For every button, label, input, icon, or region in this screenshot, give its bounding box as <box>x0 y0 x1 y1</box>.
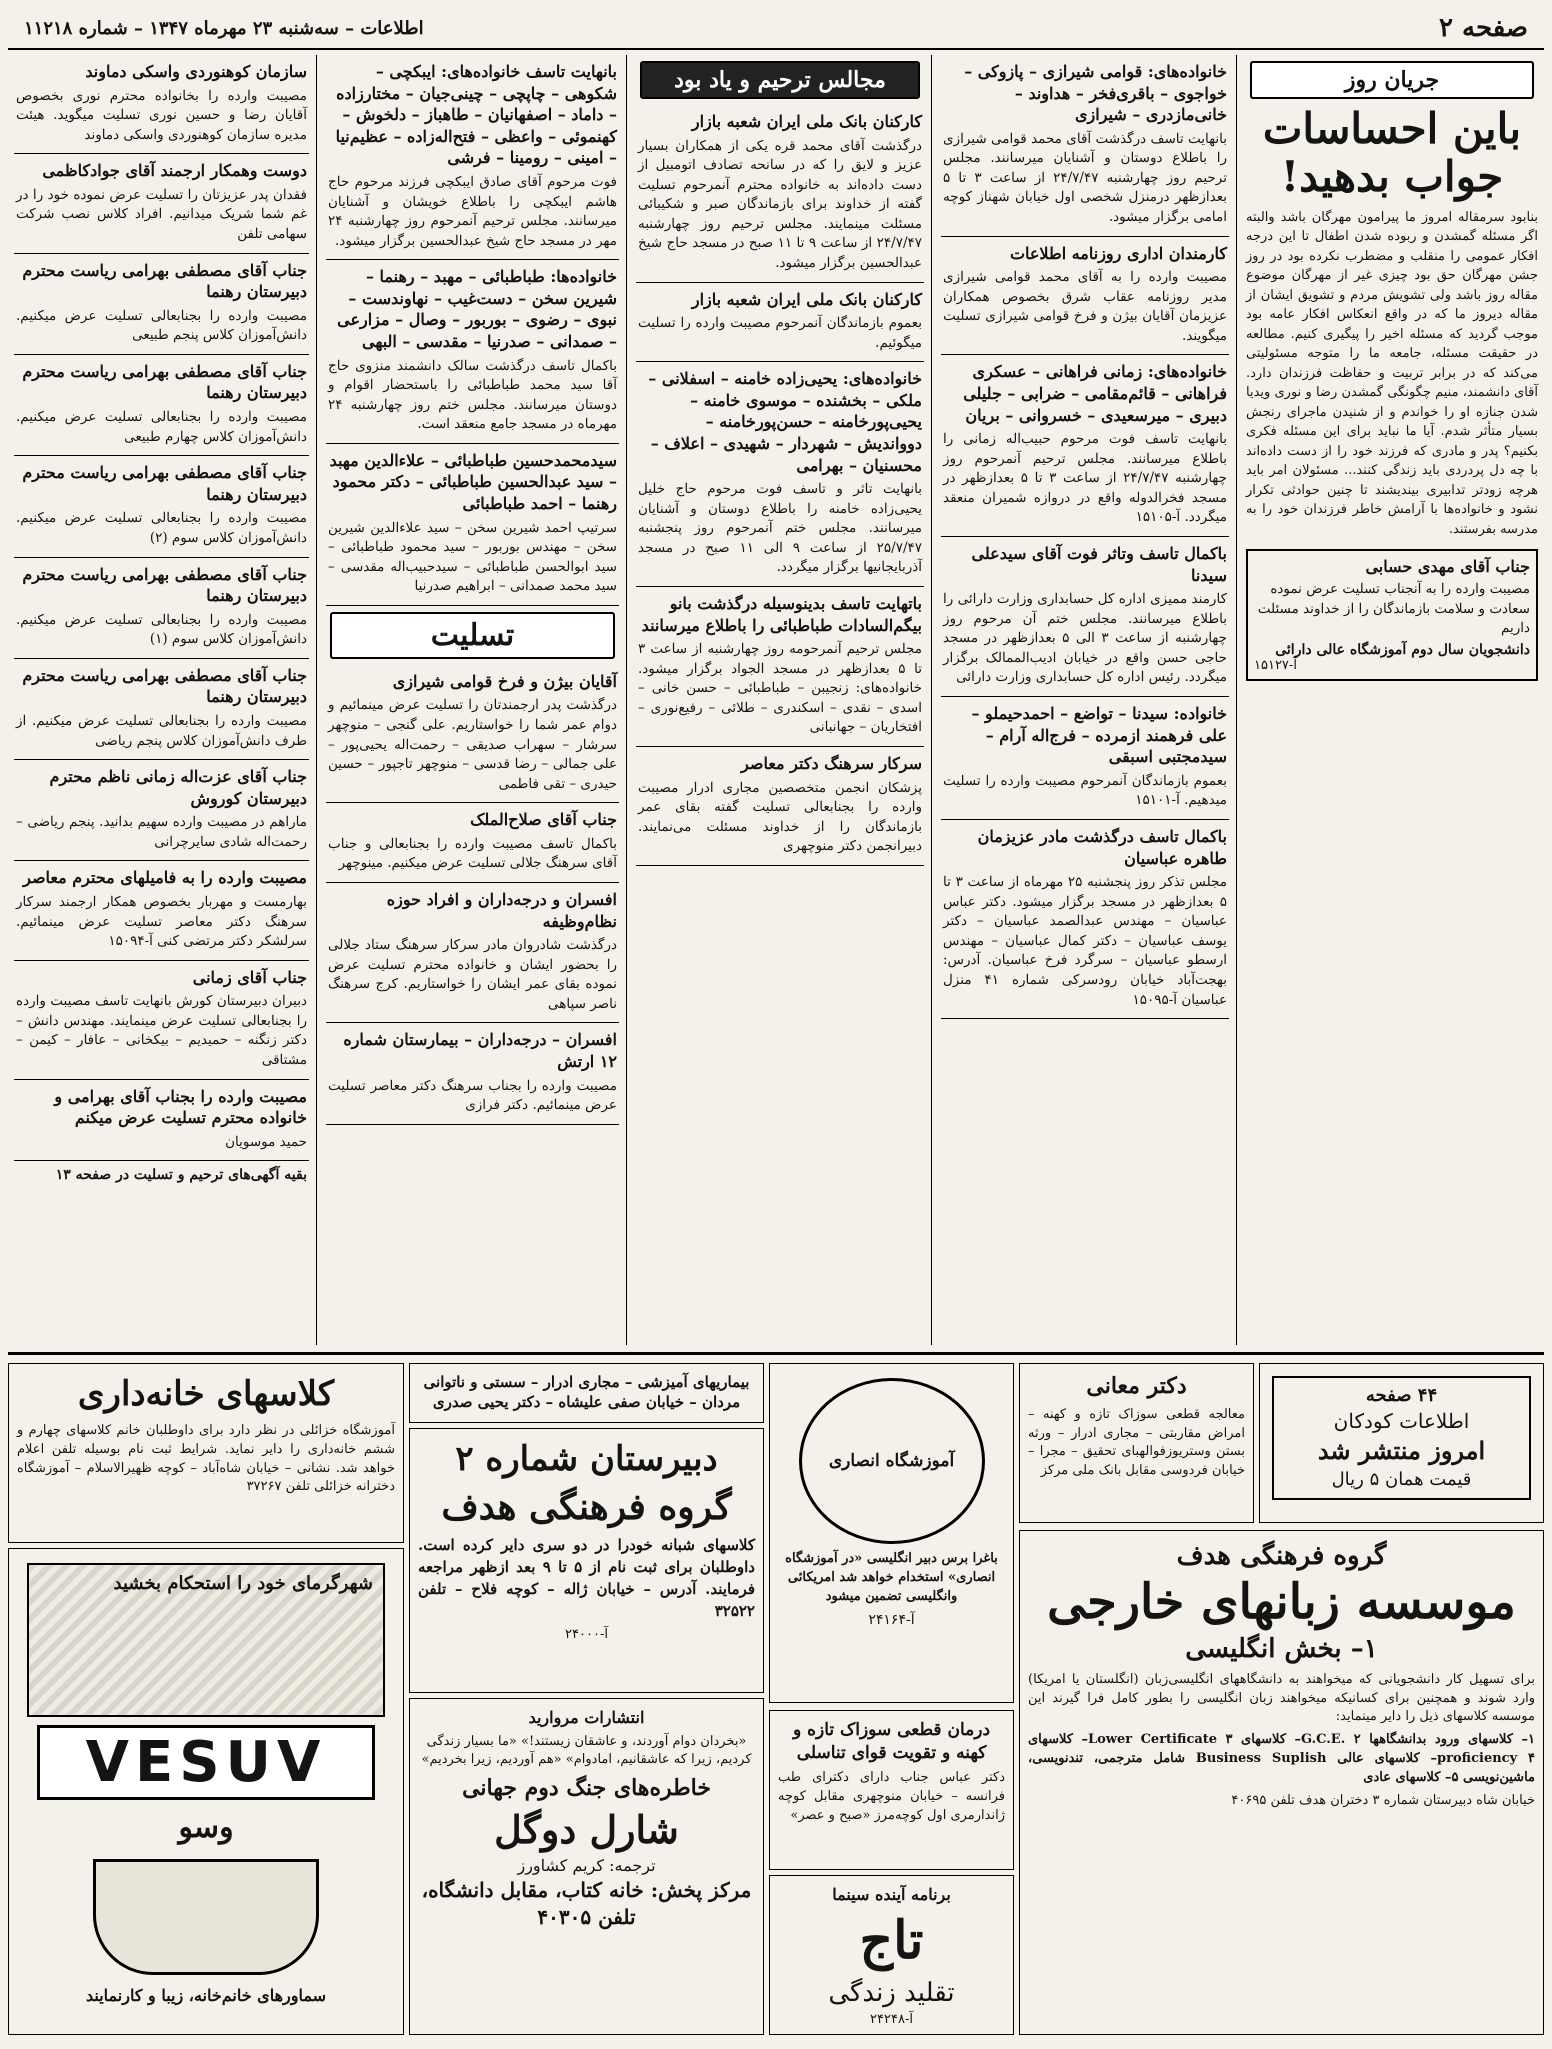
notice-body: دبیران دبیرستان کورش بانهایت تاسف مصیبت وارده را بجنابعالی تسلیت عرض مینمایند. مهندس دانش – دکتر زنگنه – حمیدیم – بیکخانی – عافار – کیمن – مشتاقی <box>16 993 307 1068</box>
notice-item <box>326 803 619 883</box>
notice-heading: جناب آقای مصطفی بهرامی ریاست محترم دبیرستان رهنما <box>22 463 307 504</box>
condolence-banner: تسلیت <box>330 612 615 659</box>
notice-body: مجلس ترحیم آنمرحومه روز چهارشنبه از ساعت ۳ تا ۵ بعدازظهر در مسجد الجواد برگزار میشود. خانواده‌های: زنجیبن – طباطبائی – حسن خانی – اسدی – نقدی – اسکندری – طلائی – رفیع‌نوری – افتخاریان – جهانبانی <box>638 641 922 736</box>
notice-item <box>636 587 924 747</box>
notice-heading: باکمال تاسف درگذشت مادر عزیزمان طاهره عباسیان <box>977 826 1227 868</box>
ad-children-magazine: ۴۴ صفحه اطلاعات کودکان امروز منتشر شد قیمت همان ۵ ریال <box>1259 1363 1544 1523</box>
notice-heading: مصیبت وارده را به فامیلهای محترم معاصر <box>23 868 307 888</box>
notice-heading: کارکنان بانک ملی ایران شعبه بازار <box>691 289 922 309</box>
notice-body: مجلس تذکر روز پنجشنبه ۲۵ مهرماه از ساعت ۳ تا ۵ بعدازظهر در مسجد برگزار میشود. دکتر عباس عباسیان – مهندس عبدالصمد عباسیان – دکتر یوسف عباسیان – دکتر کمال عباسیان – مهندس ارسطو عباسیان – سرگرد فرخ عباسیان. آدرس: بهجت‌آباد خیابان رودسرکی شماره ۴۱ منزل عباسیان آ-۱۵۰۹۵ <box>943 874 1227 1008</box>
ansari-logo: آموزشگاه انصاری <box>799 1378 985 1544</box>
ad-high-school-2: دبیرستان شماره ۲ گروه فرهنگی هدف کلاسهای شبانه خودرا در دو سری دایر کرده است. داوطلبان برای ثبت نام از ۵ تا ۹ بعد ازظهر مراجعه فرمایند. آدرس – خیابان ژاله – کوچه فلاح – تلفن ۳۲۵۲۲ آ-۲۴۰۰۰ <box>409 1428 764 1693</box>
notice-body: باکمال تاسف درگذشت سالک دانشمند منزوی حاج آقا سید محمد طباطبائی را باستحضار اقوام و دوستان میرسانند. مجلس ختم روز چهارشنبه ۲۴ مهرماه در مسجد جامع منعقد است. <box>328 357 617 433</box>
notice-body: درگذشت شادروان مادر سرکار سرهنگ ستاد جلالی را بحضور ایشان و خانواده محترم تسلیت عرض نموده بقای عمر ایشان را خواستاریم. کرج سرهنگ ناصر سپاهی <box>328 937 617 1012</box>
column-editorial <box>1240 55 1544 1345</box>
notice-item <box>636 362 924 587</box>
notice-body: مصیبت وارده را بجنابعالی تسلیت عرض میکنیم. دانش‌آموزان کلاس سوم (۱) <box>16 611 307 648</box>
notice-body: بعموم بازماندگان آنمرحوم مصیبت وارده را تسلیت میگوئیم. <box>638 315 922 351</box>
column-rule <box>1236 55 1237 1345</box>
notice-body: بانهایت تاسف درگذشت آقای محمد قوامی شیرازی را باطلاع دوستان و آشنایان میرسانند. مجلس ترحیم روز چهارشنبه ۲۴/۷/۴۷ از ساعت ۳ تا ۵ بعدازظهر درمنزل شخصی اول خیابان شهناز کوچه امامی برگزار میشود. <box>943 130 1227 226</box>
notice-body: مصیبت وارده را به آقای محمد قوامی شیرازی مدیر روزنامه عقاب شرق بخصوص همکاران عزیزمان آقایان بیژن و فرخ قوامی شیرازی تسلیت میگویند. <box>943 269 1227 344</box>
notice-heading: کارمندان اداری روزنامه اطلاعات <box>1009 243 1227 263</box>
column-rule <box>931 55 932 1345</box>
notice-heading: جناب آقای مصطفی بهرامی ریاست محترم دبیرستان رهنما <box>22 564 307 606</box>
ad-housekeeping-classes: کلاسهای خانه‌داری آموزشگاه خزائلی در نظر دارد برای داوطلبان خانم کلاسهای چهارم و ششم خانه‌داری را دایر نماید. شرایط ثبت نام بوسیله تلفن اعلام خواهد شد. نشانی – خیابان شاه‌آباد – کوچه ظهیرالاسلام – آموزشگاه دخترانه خزائلی تلفن ۳۷۲۶۷ <box>8 1363 404 1543</box>
notice-item <box>326 883 619 1023</box>
notice-heading: باکمال تاسف وتاثر فوت آقای سیدعلی سیدنا <box>971 544 1227 585</box>
condolence-box <box>1246 549 1538 681</box>
notice-heading: خانواده‌های: قوامی شیرازی – پازوکی – خواجوی – باقری‌فخر – هداوند – خانی‌مازدری – شیرازی <box>964 62 1227 125</box>
notice-body: مصیبت وارده را بجنابعالی تسلیت عرض میکنیم. از طرف دانش‌آموزان کلاس پنجم ریاضی <box>16 713 307 749</box>
notice-body: باکمال تاسف مصیبت وارده را بجنابعالی و جناب آقای سرهنگ جلالی تسلیت عرض میکنیم. مینوچهر <box>328 835 617 872</box>
notice-item <box>326 1023 619 1124</box>
notice-item <box>941 237 1229 356</box>
masthead: اطلاعات – سه‌شنبه ۲۳ مهرماه ۱۳۴۷ – شماره ۱۱۲۱۸ <box>24 17 424 39</box>
advertisements <box>8 1352 1544 2045</box>
column-tag: جریان روز <box>1250 61 1534 99</box>
notice-item <box>14 55 309 154</box>
notice-item <box>14 456 309 557</box>
editorial-body: بنابود سرمقاله امروز ما پیرامون مهرگان باشد والبته اگر مسئله گمشدن و ربوده شدن اطفال تا این درجه افکار عمومی را منقلب و مضطرب نکرده بود در روز جشن مهرگان حق بود چیزی غیر از مهرگان موضوع مقاله روز باشد ولی تشویش مردم و تشویق ایشان از مقاله دیروز ما که در واقع انعکاس افکار عامه بود موجب گردید که مسئله اخیر را پیگیری کنیم. مطالعه در حقیقت مسئله، جامعه ما را متوجه مسئولیتی می‌کند که در برابر تربیت و حفاظت فرزندان دارد. آقای دانشمند، منیم چگونگی گمشدن رضا و نوری ویدیا شدن جنازه او را خواندم و از شنیدن ماجرای رنجش بسیار متأثر شدم. آیا ما نباید برای این مسئله فکری بکنیم؟ پدر و مادری که فرزند خود را از دست داده‌اند با چه دل پردردی باید زندگی کنند... مسئولان امر باید هرچه زودتر تدابیری بیندیشند تا چنین حوادثی تکرار نشود و خانواده‌ها با آرامش خاطر فرزندان خود را به مدرسه بفرستند. <box>1246 209 1538 537</box>
box-body: مصیبت وارده را به آنجناب تسلیت عرض نموده سعادت و سلامت بازماندگان را از خداوند مسئلت داریم <box>1257 581 1530 637</box>
notice-item <box>14 254 309 355</box>
notice-item <box>326 260 619 444</box>
ad-vesuv-stove: شهرگرمای خود را استحکام بخشید VESUV وسو سماورهای خانم‌خانه، زیبا و کارنمایند <box>8 1548 404 2035</box>
notice-item <box>14 1080 309 1162</box>
vesuv-brand: VESUV <box>37 1725 375 1800</box>
notice-body: مصیبت وارده را بخانواده محترم نوری بخصوص آقایان رضا و حسین نوری تسلیت میگوید. هیئت مدیره سازمان کوهنوردی واسکی دماوند <box>16 87 307 143</box>
notice-heading: دوست وهمکار ارجمند آقای جوادکاظمی <box>42 161 307 181</box>
column-mourning-a <box>935 55 1235 1345</box>
box-title: جناب آقای مهدی حسابی <box>1365 557 1530 577</box>
notice-body: فوت مرحوم آقای صادق ایبکچی فرزند مرحوم حاج هاشم ایبکچی را باطلاع خویشان و آشنایان میرسانند. مجلس ترحیم آنمرحوم روز چهارشنبه ۲۴ مهر در مسجد حاج شیخ عبدالحسین برگزار میشود. <box>328 173 617 249</box>
notice-item <box>941 697 1229 820</box>
notice-item <box>941 355 1229 537</box>
page-number: صفحه ۲ <box>1439 13 1528 43</box>
city-illustration: شهرگرمای خود را استحکام بخشید <box>27 1563 385 1717</box>
notice-item <box>14 861 309 960</box>
notice-heading: جناب آقای مصطفی بهرامی ریاست محترم دبیرستان رهنما <box>22 260 307 302</box>
notice-body: سرتیپ احمد شیرین سخن – سید علاءالدین شیرین سخن – مهندس بوربور – سید محمود طباطبائی – سید ابوالحسن طباطبائی – سیدحبیب‌اله مقدسی – سید محمد صمدانی – ابراهیم صدرنیا <box>328 519 617 595</box>
notice-body: بعموم بازماندگان آنمرحوم مصیبت وارده را تسلیت میدهیم. آ-۱۵۱۰۱ <box>943 772 1227 809</box>
notice-body: ماراهم در مصیبت وارده سهیم بدانید. پنجم ریاضی – رحمت‌اله شادی سایرچرانی <box>16 814 307 850</box>
ad-hadaf-language: گروه فرهنگی هدف موسسه زبانهای خارجی ۱– بخش انگلیسی برای تسهیل کار دانشجویانی که میخواهند به دانشگاههای انگلیسی‌زبان (انگلستان یا امریکا) وارد شوند و همچنین برای کسانیکه میخواهند زبان انگلیسی را بطور کامل فرا گیرند این موسسه کلاسهای ذیل را دایر مینماید: ۱– کلاسهای ورود بدانشگاهها G.C.E. ۲– کلاسهای Lower Certificate ۳– کلاسهای proficiency ۴– کلاسهای عالی Business Suplish شامل مترجمی، تندنویسی، ماشین‌نویسی ۵– کلاسهای عادی خیابان شاه دبیرستان شماره ۳ دختران هدف تلفن ۴۰۶۹۵ <box>1019 1530 1544 2035</box>
notice-heading: سازمان کوهنوردی واسکی دماوند <box>85 62 307 81</box>
notice-body: حمید موسویان <box>225 1133 307 1150</box>
notice-body: پزشکان انجمن متخصصین مجاری ادرار مصیبت وارده را بجنابعالی تسلیت گفته بقای عمر بازماندگان را از خداوند مسئلت می‌نمایند. دبیرانجمن دکتر منوچهری <box>638 779 922 855</box>
notice-body: بانهایت تاثر و تاسف فوت مرحوم حاج خلیل یحیی‌زاده خامنه را باطلاع دوستان و آشنایان میرسانند. مجلس ختم آنمرحوم روز پنجشنبه ۲۵/۷/۴۷ از ساعت ۹ الی ۱۱ صبح در مسجد آذربایجانیها برگزار میگردد. <box>638 481 923 576</box>
notice-heading: سرکار سرهنگ دکتر معاصر <box>741 754 922 774</box>
notice-body: مصیبت وارده را بجناب سرهنگ دکتر معاصر تسلیت عرض مینمائیم. دکتر فرازی <box>328 1077 617 1114</box>
notice-body: کارمند ممیزی اداره کل حسابداری وزارت دارائی را باطلاع میرسانند. مجلس ختم آن مرحوم روز چهارشنبه از ساعت ۳ الی ۵ بعدازظهر در مسجد حاجی حسن واقع در خیابان ادیب‌الممالک برگزار میگردد. رئیس اداره کل حسابداری وزارت دارائی <box>943 591 1227 686</box>
notice-body: درگذشت آقای محمد قره یکی از همکاران بسیار عزیز و لایق را که در سانحه تصادف اتومبیل از دست داده‌اند به خانواده محترم آنمرحوم تسلیت گفته از خداوند برای بازماندگان صبر و شکیبائی مسئلت مینمایند. مجلس ترحیم روز چهارشنبه ۲۴/۷/۴۷ از ساعت ۹ تا ۱۱ صبح در مسجد حاج شیخ عبدالحسین برگزار میشود. <box>638 137 923 271</box>
notice-heading: خانواده: سیدنا – تواضع – احمدحیملو – علی فرهمند ازمرده – فرج‌اله آرام – سیدمجتبی اسبقی <box>971 704 1227 767</box>
notice-item <box>636 283 924 363</box>
column-mourning-b <box>630 55 930 1345</box>
notice-heading: باتهایت تاسف بدینوسیله درگذشت بانو بیگم‌السادات طباطبائی را باطلاع میرسانند <box>641 594 922 635</box>
notice-item <box>14 961 309 1080</box>
section-banner: مجالس ترحیم و یاد بود <box>640 61 920 99</box>
notice-heading: کارکنان بانک ملی ایران شعبه بازار <box>691 112 922 131</box>
notice-heading: افسران و درجه‌داران و افراد حوزه نظام‌وظیفه <box>386 890 617 931</box>
column-rule <box>316 55 317 1345</box>
notice-body: بانهایت تاسف فوت مرحوم حبیب‌اله زمانی را باطلاع میرسانند. مجلس ترحیم آنمرحوم روز چهارشنبه ۲۴/۷/۴۷ از ساعت ۳ تا ۵ بعدازظهر در مسجد فخرالدوله واقع در دروازه شمیران منعقد میگردد. آ-۱۵۱۰۵ <box>943 431 1228 526</box>
notice-heading: افسران – درجه‌داران – بیمارستان شماره ۱۲ ارتش <box>343 1030 617 1072</box>
notice-heading: خانواده‌های: زمانی فراهانی – عسکری فراهانی – قائم‌مقامی – ضرابی – جلیلی دبیری – میرسعیدی – خسروانی – بریان <box>963 362 1227 425</box>
notice-item <box>941 537 1229 697</box>
ad-drug-clinic: درمان قطعی سوزاک تازه و کهنه و تقویت قوای تناسلی دکتر عباس جناب دارای دکترای طب فرانسه – خیابان منوچهری مقابل کوچه ژاندارمری اول کوچه‌مرز «صبح و عصر» <box>769 1710 1014 1870</box>
column-mourning-d <box>8 55 315 1345</box>
column-rule <box>626 55 627 1345</box>
notice-item <box>14 154 309 253</box>
notice-heading: جناب آقای صلاح‌الملک <box>470 810 617 830</box>
notice-item <box>941 55 1229 237</box>
notice-item <box>636 747 924 866</box>
notice-item <box>326 665 619 803</box>
notice-body: درگذشت پدر ارجمندتان را تسلیت عرض مینمائیم و دوام عمر شما را خواستاریم. علی گنجی – منوچهر سرشار – سهراب صدیقی – رحمت‌اله یحیی‌پور – علی جمالی – رضا قدسی – منوچهر تاجپور – حسین حیدری – تقی فاطمی <box>328 697 617 792</box>
box-code: آ-۱۵۱۲۷ <box>1254 657 1297 673</box>
box-signature: دانشجویان سال دوم آموزشگاه عالی دارائی <box>1275 641 1530 658</box>
ad-ansari-school: آموزشگاه انصاری باغرا برس دبیر انگلیسی «در آموزشگاه انصاری» استخدام خواهد شد امریکائی وانگلیسی تضمین میشود آ-۲۴۱۶۴ <box>769 1363 1014 1703</box>
ad-doctor-maani: دکتر معانی معالجه قطعی سوزاک تازه و کهنه – امراض مقاربتی – مجاری ادرار – ورثه بستن وستریوزفوالهبای تحقیق – مجرا – خیابان فردوسی مقابل بانک ملی مرکز <box>1019 1363 1254 1523</box>
notice-heading: خانواده‌های: یحیی‌زاده خامنه – اسفلانی – ملکی – بخشنده – موسوی خامنه – یحیی‌پورخامنه – حسن‌پورخامنه – دوواندیش – شهردار – شهیدی – اعلاف – محسنیان – بهرامی <box>648 369 922 475</box>
notice-item <box>326 55 619 260</box>
notice-heading: جناب آقای زمانی <box>192 967 307 987</box>
notice-body: بهارمست و مهربار بخصوص همکار ارجمند سرکار سرهنگ دکتر معاصر تسلیت عرض مینمائیم. سرلشکر دکتر مرتضی کنی آ-۱۵۰۹۴ <box>16 894 307 950</box>
notice-heading: جناب آقای مصطفی بهرامی ریاست محترم دبیرستان رهنما <box>22 665 307 707</box>
continued-note: بقیه آگهی‌های ترحیم و تسلیت در صفحه ۱۳ <box>55 1167 307 1184</box>
notice-body: مصیبت وارده را بجنابعالی تسلیت عرض میکنیم. دانش‌آموزان کلاس چهارم طبیعی <box>16 409 307 445</box>
ad-venereal-clinic: بیماریهای آمیزشی – مجاری ادرار – سستی و ناتوانی مردان – خیابان صفی علیشاه – دکتر یحیی صدری <box>409 1363 764 1423</box>
column-mourning-c <box>320 55 625 1345</box>
notice-heading: آقایان بیژن و فرخ قوامی شیرازی <box>392 671 617 691</box>
notice-body: مصیبت وارده را بجنابعالی تسلیت عرض میکنیم. دانش‌آموزان کلاس پنجم طبیعی <box>16 307 307 344</box>
notice-item <box>14 558 309 659</box>
ad-cinema-taj: برنامه آینده سینما تاج تقلید زندگی آ-۲۴۲۴۸ <box>769 1875 1014 2035</box>
notice-heading: بانهایت تاسف خانواده‌های: ایبکچی – شکوهی – چاپچی – چینی‌جیان – مختارزاده – داماد – اصفهانیان – طاهباز – دلخوش – کهنموئی – واعظی – فتح‌اله‌زاده – عظیم‌نیا – امینی – رومینا – فرشی <box>335 62 617 168</box>
notice-heading: مصیبت وارده را بجناب آقای بهرامی و خانواده محترم تسلیت عرض میکنم <box>54 1086 307 1128</box>
stove-illustration <box>93 1859 319 1975</box>
notice-heading: سیدمحمدحسین طباطبائی – علاءالدین مهبد – سید عبدالحسین طباطبائی – دکتر محمود رهنما – احمد طباطبائی <box>329 450 617 514</box>
notice-item <box>636 105 924 283</box>
notice-heading: جناب آقای مصطفی بهرامی ریاست محترم دبیرستان رهنما <box>22 361 307 403</box>
notice-body: مصیبت وارده را بجنابعالی تسلیت عرض میکنیم. دانش‌آموزان کلاس سوم (۲) <box>16 510 307 546</box>
notice-body: فقدان پدر عزیزتان را تسلیت عرض نموده خود را در غم شما شریک میدانیم. افراد کلاس نصب شرکت سهامی تلفن <box>16 186 307 242</box>
notice-heading: جناب آقای عزت‌اله زمانی ناظم محترم دبیرستان کوروش <box>49 767 307 808</box>
page-header <box>8 8 1544 50</box>
notice-item <box>14 355 309 456</box>
ad-book-memoirs: انتشارات مروارید «بخردان دوام آوردند، و عاشقان زیستند!» «ما بسیار زندگی کردیم، زیرا که عاشقانیم، امادوام» «هم آوردیم، زیرا بخردیم» خاطره‌های جنگ دوم جهانی شارل دوگل ترجمه: کریم کشاورز مرکز پخش: خانه کتاب، مقابل دانشگاه، تلفن ۴۰۳۰۵ <box>409 1698 764 2035</box>
notice-item <box>14 659 309 760</box>
notice-item <box>326 444 619 606</box>
notice-item <box>941 820 1229 1019</box>
notice-heading: خانواده‌ها: طباطبائی – مهبد – رهنما – شیرین سخن – دست‌غیب – نهاوندست – نبوی – رضوی – بوربور – وصال – مزارعی – صمدانی – صدرنیا – مقدسی – البهی <box>337 267 617 351</box>
editorial-headline: باین احساسات جواب بدهید! <box>1262 104 1522 202</box>
notice-item <box>14 760 309 861</box>
